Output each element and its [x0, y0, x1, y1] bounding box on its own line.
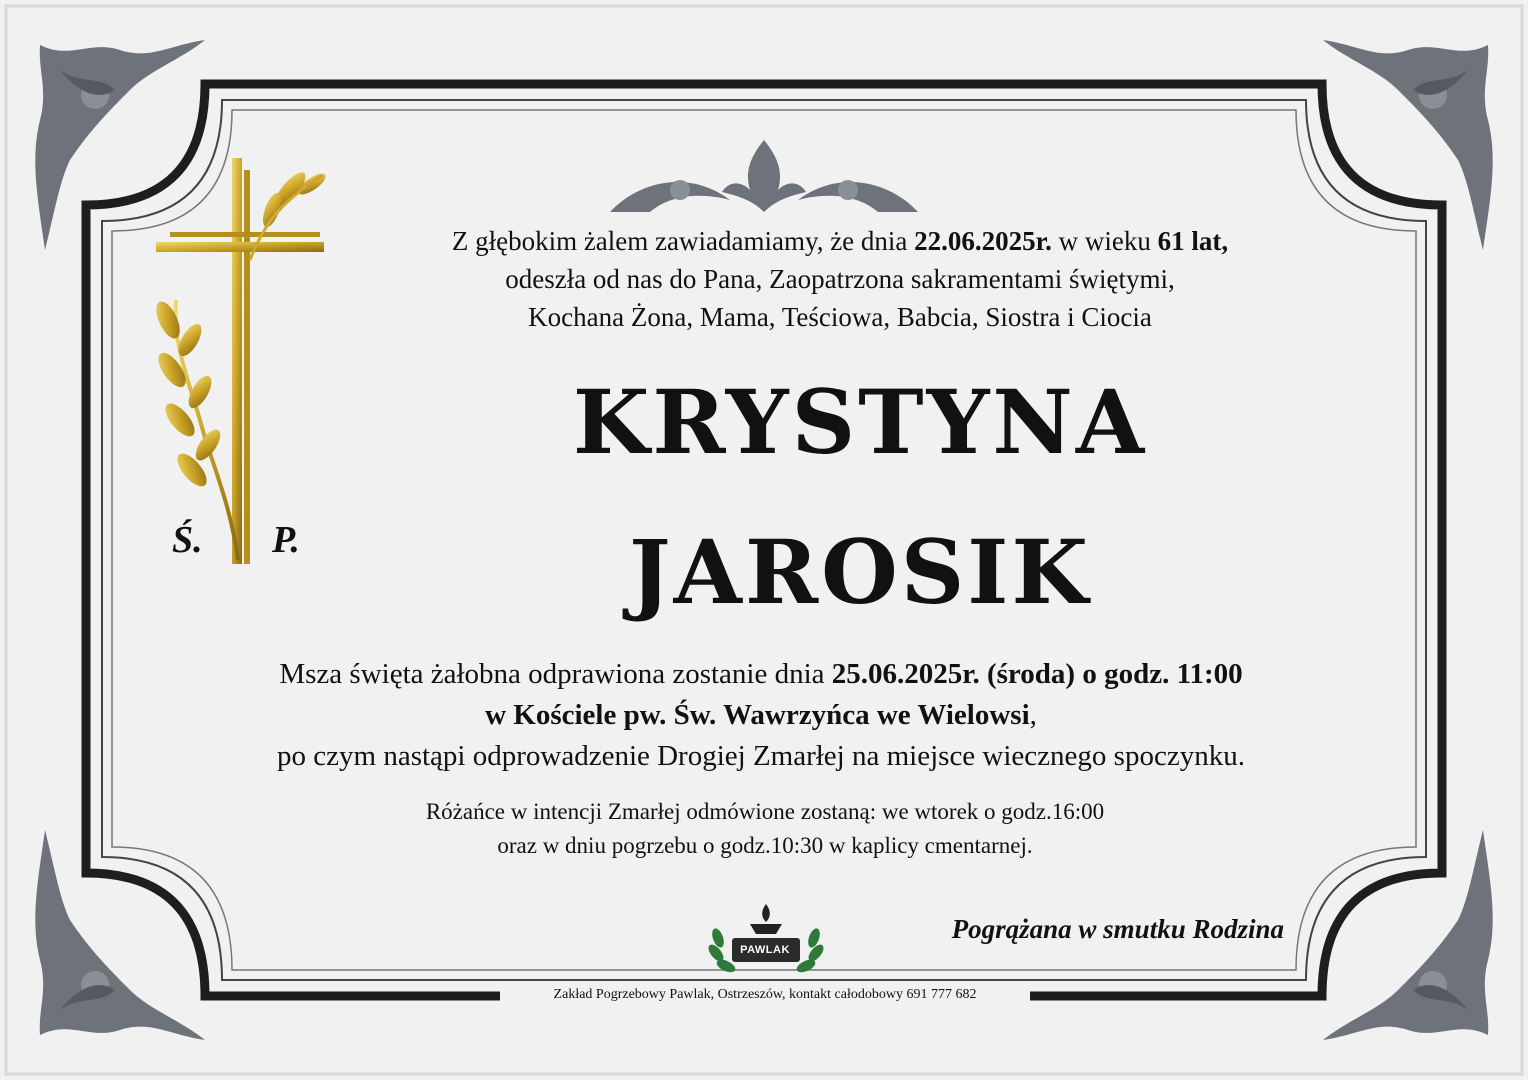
initials-p: P.	[272, 519, 300, 561]
intro-line-3: Kochana Żona, Mama, Teściowa, Babcia, Siostra i Ciocia	[528, 302, 1152, 332]
intro-line-2: odeszła od nas do Pana, Zaopatrzona sakramentami świętymi,	[505, 264, 1175, 294]
mass-prefix: Msza święta żałobna odprawiona zostanie dnia	[279, 658, 825, 690]
rosary-info	[260, 795, 1270, 863]
mass-datetime: 25.06.2025r. (środa) o godz. 11:00	[831, 658, 1243, 690]
top-center-ornament-icon	[610, 140, 918, 212]
age: 61 lat,	[1157, 226, 1229, 256]
church-name: w Kościele pw. Św. Wawrzyńca we Wielowsi	[485, 699, 1030, 731]
corner-ornament-top-right-icon	[1323, 40, 1493, 250]
cross-icon	[151, 158, 328, 564]
intro-line-1	[340, 222, 1340, 260]
death-date: 22.06.2025r.	[914, 226, 1052, 256]
mass-line-1	[200, 654, 1322, 695]
signature: Pogrążana w smutku Rodzina	[951, 914, 1284, 944]
intro-mid: w wieku	[1058, 226, 1151, 256]
mass-line-2	[200, 695, 1322, 736]
corner-ornament-top-left-icon	[35, 40, 205, 250]
mass-line-3: po czym nastąpi odprowadzenie Drogiej Zmarłej na miejsce wiecznego spoczynku.	[277, 740, 1245, 772]
intro-text	[340, 222, 1340, 336]
intro-prefix: Z głębokim żalem zawiadamiamy, że dnia	[451, 226, 908, 256]
rosary-line-1: Różańce w intencji Zmarłej odmówione zostaną: we wtorek o godz.16:00	[425, 799, 1105, 824]
deceased-last-name: JAROSIK	[629, 520, 1091, 624]
initials-s: Ś.	[172, 519, 203, 561]
footer-contact: Zakład Pogrzebowy Pawlak, Ostrzeszów, kontakt całodobowy 691 777 682	[500, 984, 1030, 1006]
pawlak-logo-icon	[706, 898, 826, 978]
rosary-line-2: oraz w dniu pogrzebu o godz.10:30 w kaplicy cmentarnej.	[497, 833, 1033, 858]
logo-label: PAWLAK	[740, 944, 790, 956]
deceased-first-name: KRYSTYNA	[572, 370, 1148, 474]
mass-info	[200, 654, 1322, 777]
church-suffix: ,	[1029, 699, 1037, 731]
